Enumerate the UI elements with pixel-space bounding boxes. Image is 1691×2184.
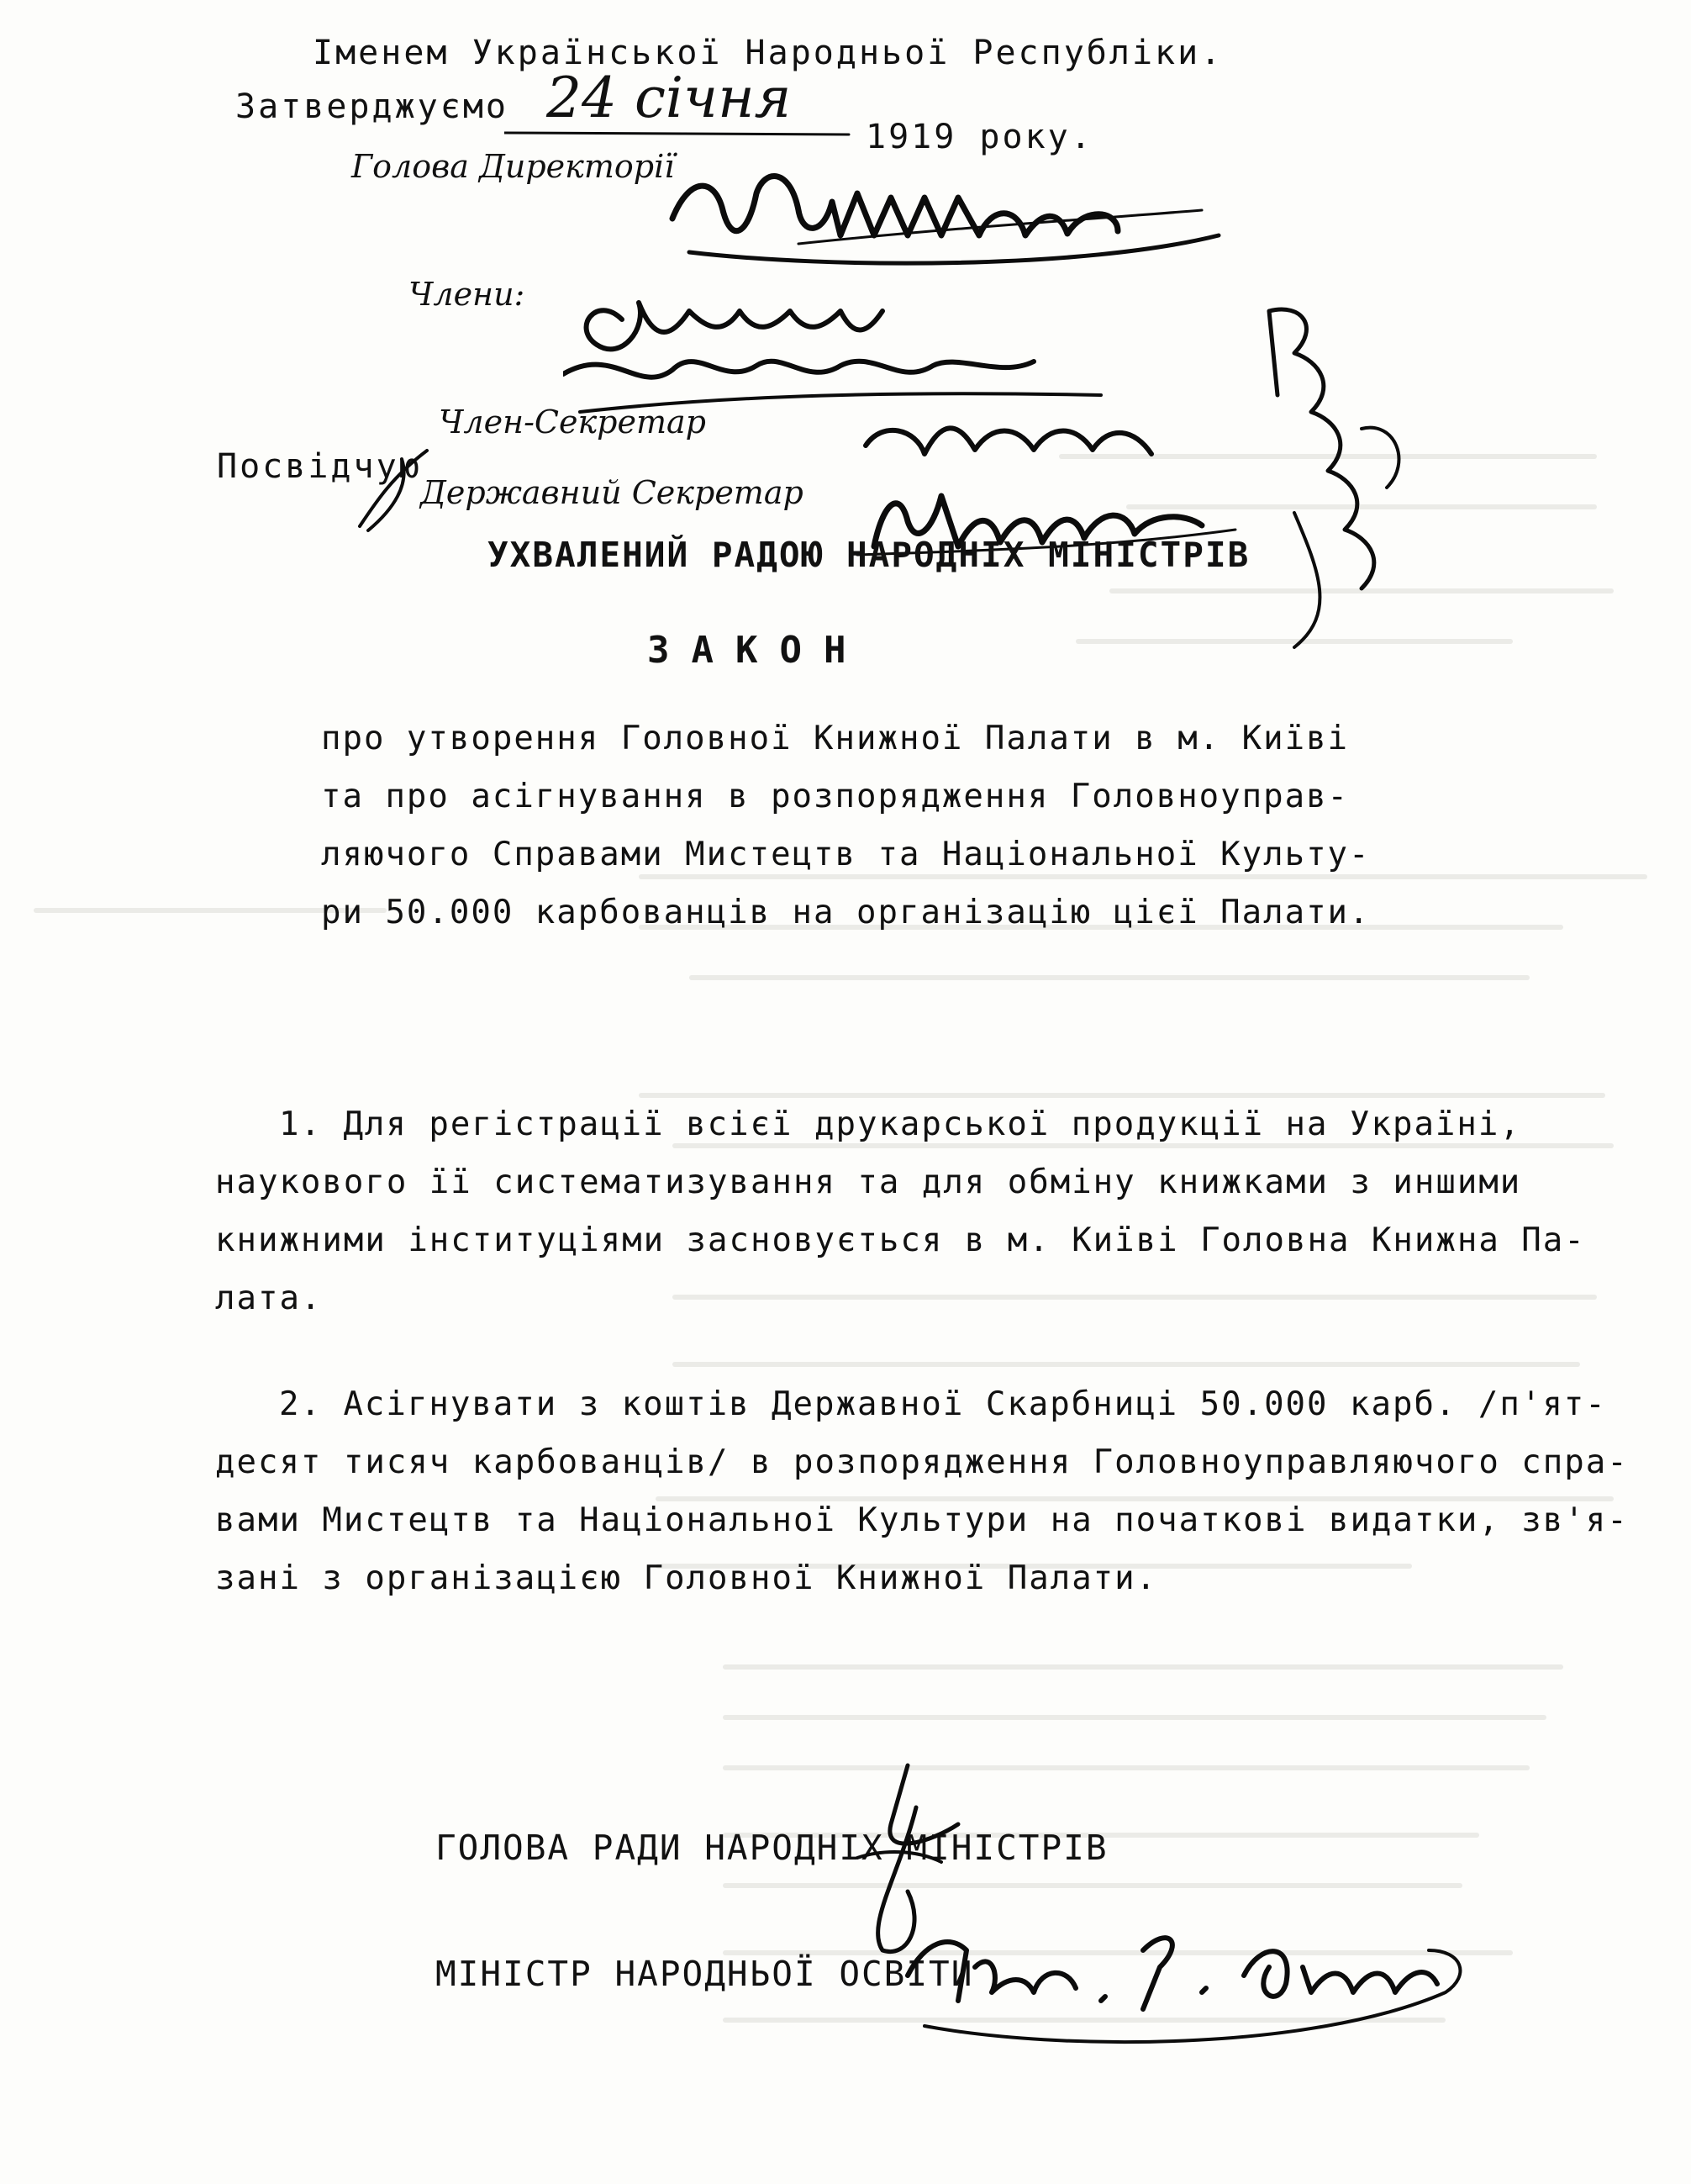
law-subtitle-line-3: ляючого Справами Мистецтв та Національної Культу- [321, 836, 1371, 873]
para2-line-4: зані з організацією Головної Книжної Палати. [215, 1559, 1158, 1597]
para1-line-2: наукового її систематизування та для обміну книжками з иншими [215, 1163, 1522, 1201]
adopted-line: УХВАЛЕНИЙ РАДОЮ НАРОДНІХ МІНІСТРІВ [487, 535, 1251, 575]
header-approve-year: 1919 року. [866, 118, 1093, 156]
signature-vynnychenko [664, 160, 1235, 269]
handwritten-date: 24 січня [546, 66, 792, 130]
law-subtitle-line-1: про утворення Головної Книжної Палати в м. Київі [321, 720, 1350, 757]
law-subtitle-line-4: ри 50.000 карбованців на організацію цієї Палати. [321, 894, 1371, 931]
para2-line-3: вами Мистецтв та Національної Культури на початкові видатки, зв'я- [215, 1501, 1629, 1539]
header-certify-label: Посвідчую [217, 447, 422, 486]
header-approve-prefix: Затверджуємо [235, 87, 508, 126]
signature-ohiienko [891, 1891, 1479, 2068]
law-subtitle-line-2: та про асігнування в розпорядження Головноуправ- [321, 778, 1350, 815]
footer-minister-label: МІНІСТР НАРОДНЬОЇ ОСВІТИ [435, 1954, 974, 1994]
para1-line-4: лата. [215, 1279, 323, 1317]
header-republic-line: Іменем Української Народньої Республіки. [313, 34, 1224, 72]
para2-line-1: 2. Асігнувати з коштів Державної Скарбниці 50.000 карб. /п'ят- [279, 1385, 1607, 1423]
header-member-secretary-label: Член-Секретар [439, 404, 707, 440]
header-head-label: Голова Директорії [351, 148, 675, 185]
footer-chair-label: ГОЛОВА РАДИ НАРОДНІХ МІНІСТРІВ [435, 1828, 1109, 1868]
header-state-secretary-label: Державний Секретар [420, 474, 803, 511]
header-members-label: Члени: [408, 276, 525, 313]
signature-petliura [1244, 294, 1454, 656]
para1-line-1: 1. Для регістрації всієї друкарської продукції на Україні, [279, 1105, 1521, 1143]
signature-members [563, 277, 1202, 504]
para2-line-2: десят тисяч карбованців/ в розпорядження Головноуправляючого спра- [215, 1443, 1629, 1481]
bleed-through-texture [134, 404, 1681, 2127]
law-title: ЗАКОН [647, 629, 868, 672]
para1-line-3: книжними інституціями засновується в м. Київі Головна Книжна Па- [215, 1221, 1586, 1259]
